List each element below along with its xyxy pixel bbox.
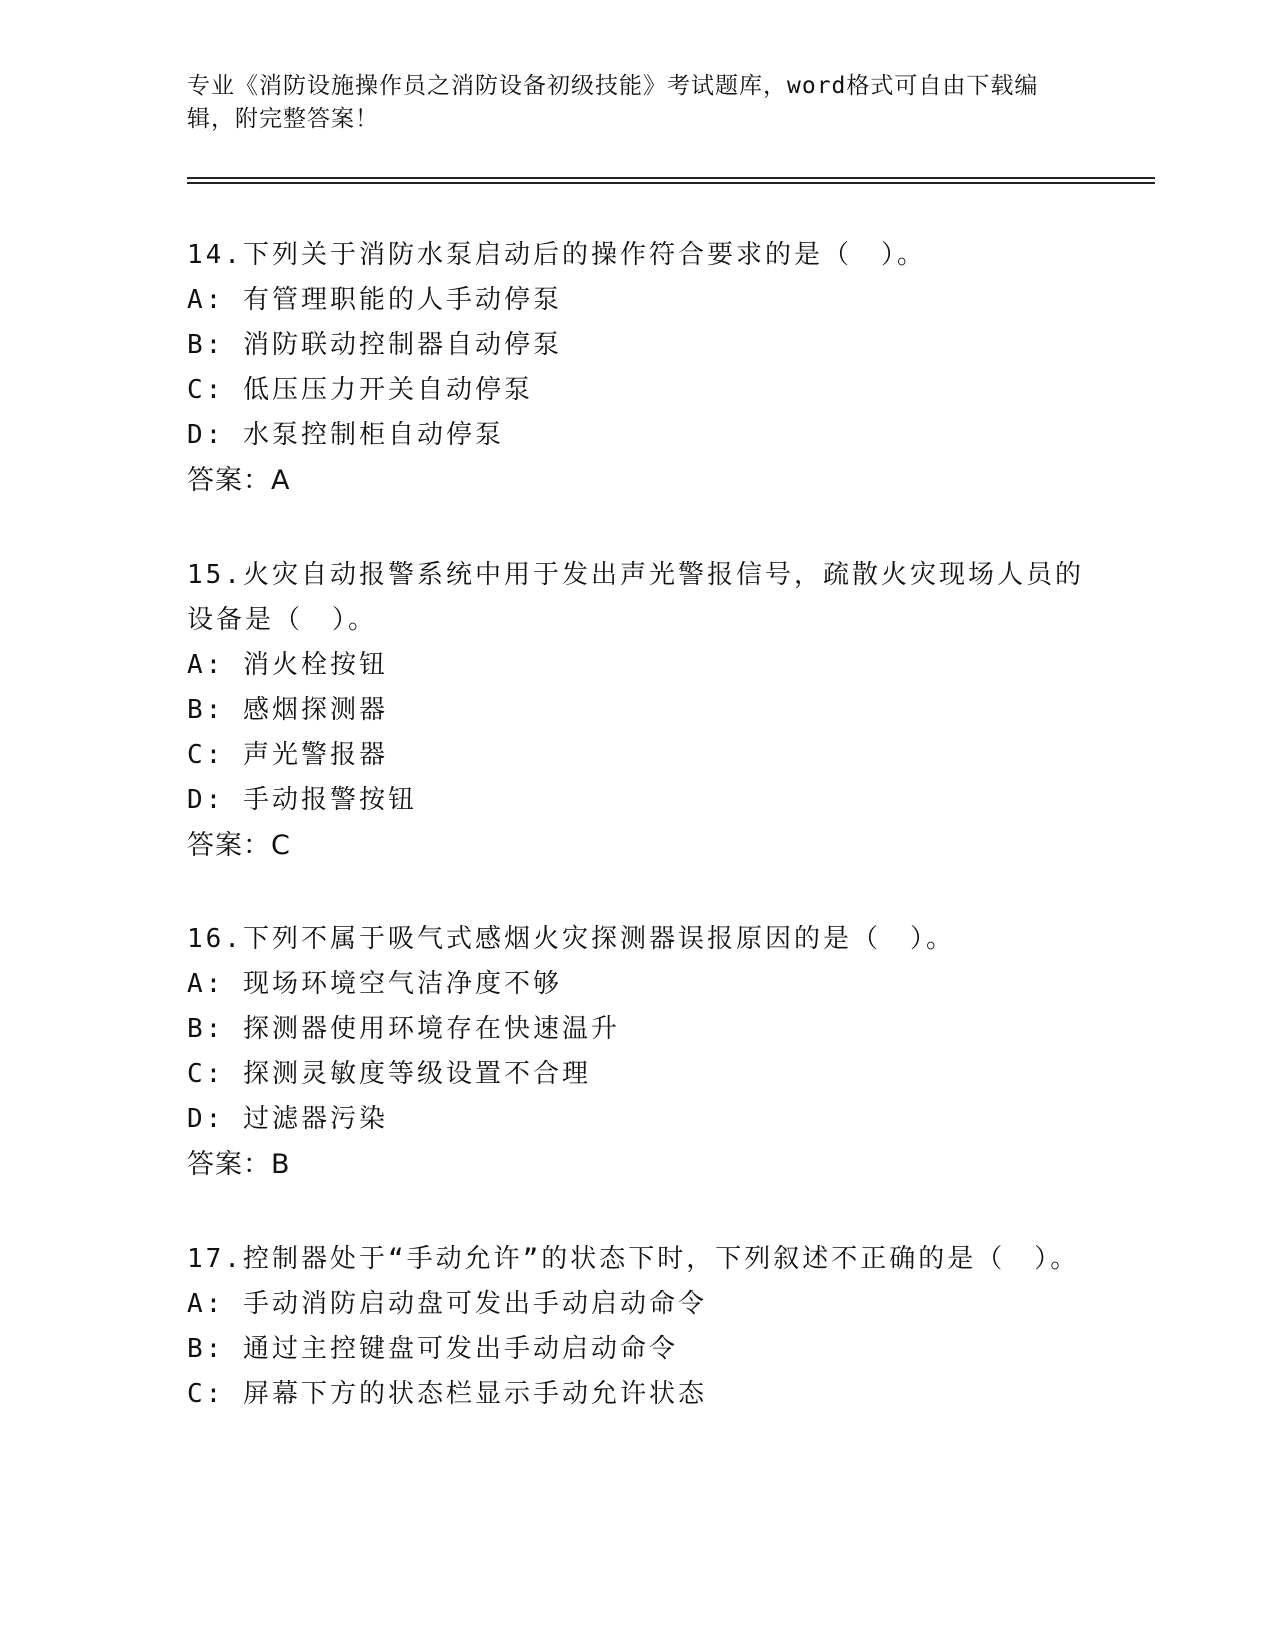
option-b: B: 消防联动控制器自动停泵: [187, 330, 562, 360]
question-15: [187, 553, 1087, 868]
header-divider-bottom: [187, 182, 1155, 184]
option-d: D: 手动报警按钮: [187, 785, 417, 815]
question-16: [187, 917, 1087, 1187]
option-c: C: 声光警报器: [187, 740, 388, 770]
option-b: B: 探测器使用环境存在快速温升: [187, 1014, 620, 1044]
option-b: B: 感烟探测器: [187, 695, 388, 725]
option-a: A: 有管理职能的人手动停泵: [187, 285, 562, 315]
header-text: 专业《消防设施操作员之消防设备初级技能》考试题库，word格式可自由下载编辑，附完整答案！: [187, 73, 1039, 132]
document-header: [187, 70, 1067, 136]
question-17: [187, 1237, 1087, 1417]
question-stem: 17.控制器处于“手动允许”的状态下时，下列叙述不正确的是（ ）。: [187, 1244, 1080, 1274]
question-stem: 14.下列关于消防水泵启动后的操作符合要求的是（ ）。: [187, 240, 926, 270]
option-b: B: 通过主控键盘可发出手动启动命令: [187, 1334, 678, 1364]
option-c: C: 屏幕下方的状态栏显示手动允许状态: [187, 1379, 707, 1409]
option-d: D: 过滤器污染: [187, 1104, 388, 1134]
option-d: D: 水泵控制柜自动停泵: [187, 420, 504, 450]
option-c: C: 低压压力开关自动停泵: [187, 375, 533, 405]
answer: 答案：A: [187, 465, 291, 496]
answer: 答案：B: [187, 1149, 291, 1180]
header-divider-top: [187, 177, 1155, 179]
question-stem: 15.火灾自动报警系统中用于发出声光警报信号，疏散火灾现场人员的设备是（ ）。: [187, 560, 1084, 635]
option-a: A: 消火栓按钮: [187, 650, 388, 680]
option-a: A: 现场环境空气洁净度不够: [187, 969, 562, 999]
question-stem: 16.下列不属于吸气式感烟火灾探测器误报原因的是（ ）。: [187, 924, 955, 954]
answer: 答案：C: [187, 830, 291, 861]
option-a: A: 手动消防启动盘可发出手动启动命令: [187, 1289, 707, 1319]
option-c: C: 探测灵敏度等级设置不合理: [187, 1059, 591, 1089]
question-14: [187, 233, 1087, 503]
